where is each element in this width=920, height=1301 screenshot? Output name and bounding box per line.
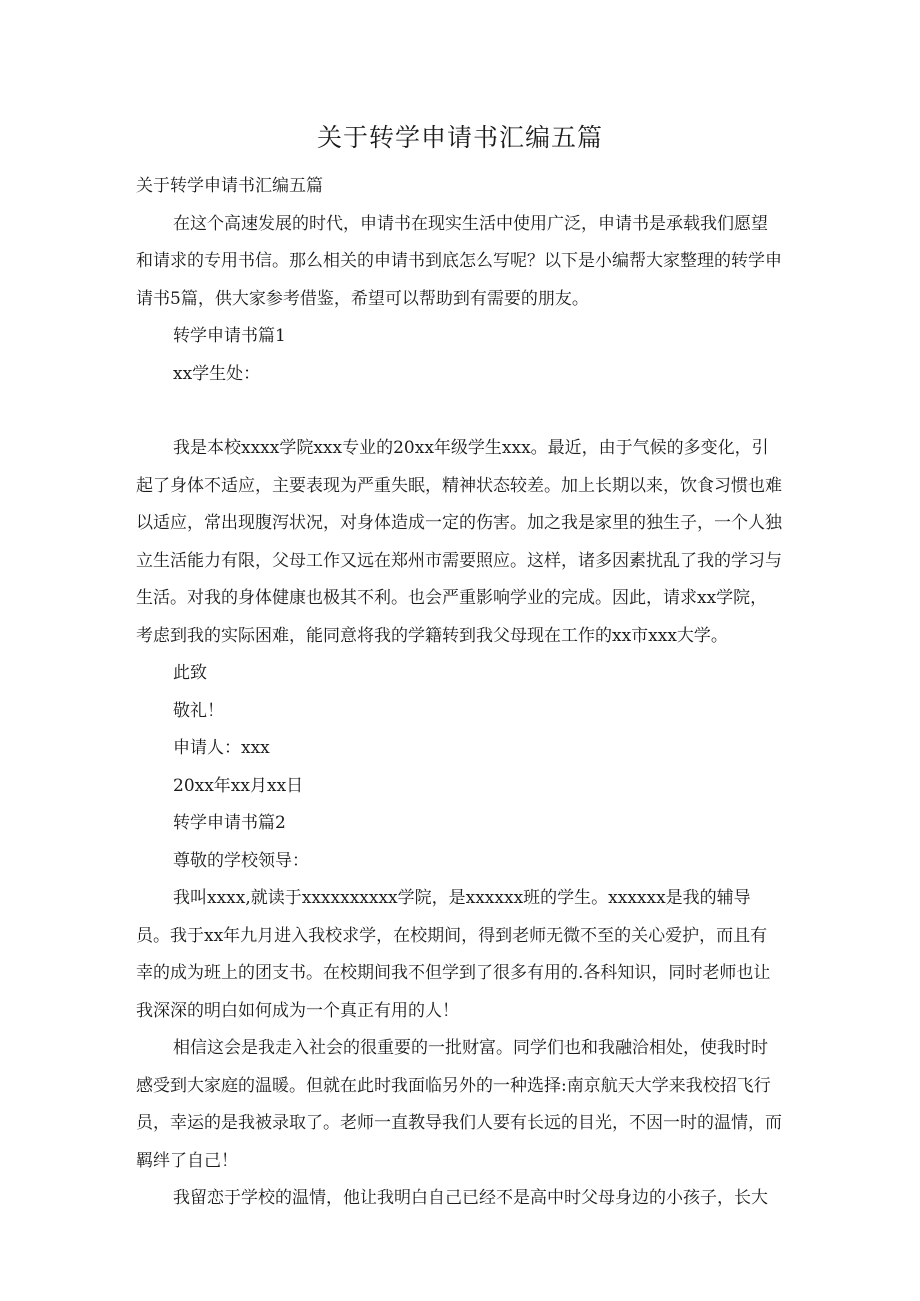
intro-paragraph: 在这个高速发展的时代，申请书在现实生活中使用广泛，申请书是承载我们愿望和请求的专用书信。那么相关的申请书到底怎么写呢？以下是小编帮大家整理的转学申请书5篇，供大家参考借鉴，希望可以帮助到有需要的朋友。 [136,213,782,309]
document-subtitle: 关于转学申请书汇编五篇 [136,176,323,196]
section-2-paragraph-2: 相信这会是我走入社会的很重要的一批财富。同学们也和我融洽相处，使我时时感受到大家庭的温暖。但就在此时我面临另外的一种选择:南京航天大学来我校招飞行员，幸运的是我被录取了。老师一直教导我们人要有长远的目光，不因一时的温情，而羁绊了自己！ [136,1038,782,1171]
section-2-paragraph-3: 我留恋于学校的温情，他让我明白自己已经不是高中时父母身边的小孩子，长大 [173,1188,768,1208]
section-1-date: 20xx年xx月xx日 [173,775,304,796]
section-1-heading: 转学申请书篇1 [173,326,286,346]
document-body [136,168,784,1218]
document-title: 关于转学申请书汇编五篇 [316,123,603,152]
section-1-applicant: 申请人：xxx [173,738,270,758]
section-1-body: 我是本校xxxx学院xxx专业的20xx年级学生xxx。最近，由于气候的多变化，引起了身体不适应，主要表现为严重失眠，精神状态较差。加上长期以来，饮食习惯也难以适应，常出现腹泻状况，对身体造成一定的伤害。加之我是家里的独生子，一个人独立生活能力有限，父母工作又远在郑州市需要照应。这样，诸多因素扰乱了我的学习与生活。对我的身体健康也极其不利。也会严重影响学业的完成。因此，请求xx学院，考虑到我的实际困难，能同意将我的学籍转到我父母现在工作的xx市xxx大学。 [136,438,782,646]
section-2-salutation: 尊敬的学校领导： [173,850,309,871]
section-2-heading: 转学申请书篇2 [173,813,286,833]
section-2-paragraph-1: 我叫xxxx,就读于xxxxxxxxxx学院，是xxxxxx班的学生。xxxxxx是我的辅导员。我于xx年九月进入我校求学，在校期间，得到老师无微不至的关心爱护，而且有幸的成为班上的团支书。在校期间我不但学到了很多有用的.各科知识，同时老师也让我深深的明白如何成为一个真正有用的人！ [136,888,771,1021]
section-1-closing: 此致 [173,663,207,683]
section-1-regards: 敬礼！ [173,700,224,721]
section-1-salutation: xx学生处： [173,363,261,384]
blank-line [136,393,784,430]
